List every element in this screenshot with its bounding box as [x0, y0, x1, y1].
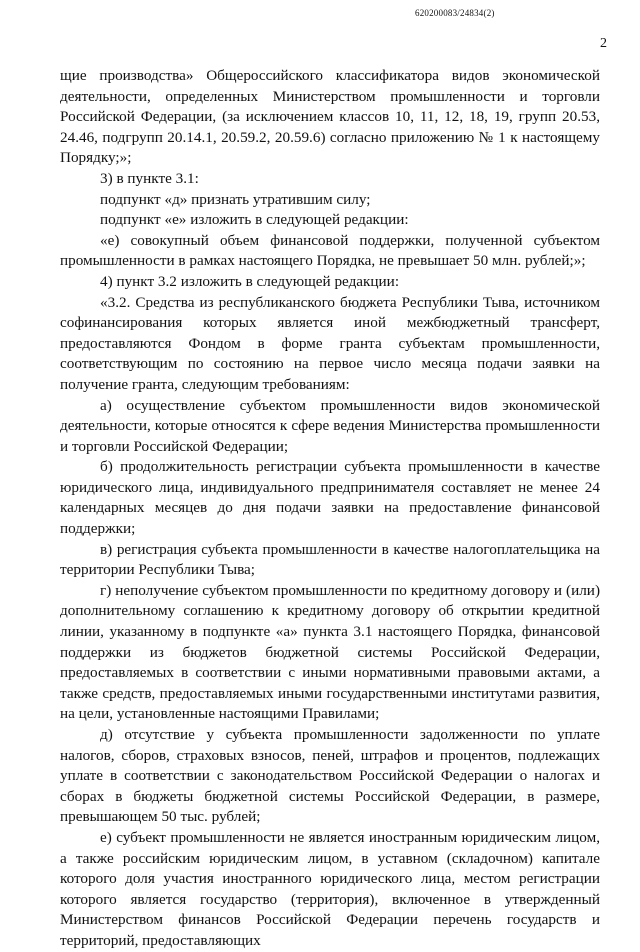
paragraph-requirement-e: е) субъект промышленности не является иностранным юридическим лицом, а также российским юридическим лицом, в уставном (складочном) капитале которого доля участия иностранного юридического лица, местом регистрации которого является государство (территория), включенное в утвержденный Министерством финансов Российской Федерации перечень государств и территорий, предоставляющих	[60, 828, 600, 949]
paragraph-clause-3-2: «3.2. Средства из республиканского бюджета Республики Тыва, источником софинансирования которых является иной межбюджетный трансферт, предоставляются Фондом в форме гранта субъектам промышленности, соответствующим по состоянию на первое число месяца подачи заявки на получение гранта, следующим требованиям:	[60, 293, 600, 393]
document-id: 620200083/24834(2)	[415, 8, 495, 18]
paragraph-subitem-e-text: «е) совокупный объем финансовой поддержки, полученной субъектом промышленности в рамках настоящего Порядка, не превышает 50 млн. рублей;»;	[60, 231, 600, 270]
paragraph-requirement-g: г) неполучение субъектом промышленности по кредитному договору и (или) дополнительному соглашению к кредитному договору об открытии кредитной линии, указанному в подпункте «а» пункта 3.1 настоящего Порядка, финансовой поддержки из бюджетов бюджетной системы Российской Федерации, предоставляемых в соответствии с иными нормативными правовыми актами, а также средств, предоставляемых иными государственными институтами развития, на цели, установленные настоящими Правилами;	[60, 581, 600, 723]
paragraph-subitem-d: подпункт «д» признать утратившим силу;	[100, 190, 371, 208]
paragraph-continuation: щие производства» Общероссийского классификатора видов экономической деятельности, определенных Министерством промышленности и торговли Российской Федерации, (за исключением классов 10, 11, 12, 18, 19, групп 20.53, 24.46, подгрупп 20.14.1, 20.59.2, 20.59.6) согласно приложению № 1 к настоящему Порядку;»;	[60, 67, 600, 167]
page-number: 2	[600, 36, 607, 51]
paragraph-subitem-e-intro: подпункт «е» изложить в следующей редакции:	[100, 211, 409, 229]
paragraph-requirement-v: в) регистрация субъекта промышленности в качестве налогоплательщика на территории Республики Тыва;	[60, 540, 600, 579]
paragraph-requirement-a: а) осуществление субъектом промышленности видов экономической деятельности, которые относятся к сфере ведения Министерства промышленности и торговли Российской Федерации;	[60, 396, 600, 455]
paragraph-item-4: 4) пункт 3.2 изложить в следующей редакции:	[100, 272, 400, 290]
paragraph-requirement-d: д) отсутствие у субъекта промышленности задолженности по уплате налогов, сборов, страховых взносов, пеней, штрафов и процентов, подлежащих уплате в соответствии с законодательством Российской Федерации о налогах и сборах в бюджеты бюджетной системы Российской Федерации, в размере, превышающем 50 тыс. рублей;	[60, 726, 600, 826]
document-body	[60, 66, 600, 952]
paragraph-requirement-b: б) продолжительность регистрации субъекта промышленности в качестве юридического лица, индивидуального предпринимателя составляет не менее 24 календарных месяцев до дня подачи заявки на предоставление финансовой поддержки;	[60, 458, 600, 538]
paragraph-item-3: 3) в пункте 3.1:	[100, 169, 199, 187]
